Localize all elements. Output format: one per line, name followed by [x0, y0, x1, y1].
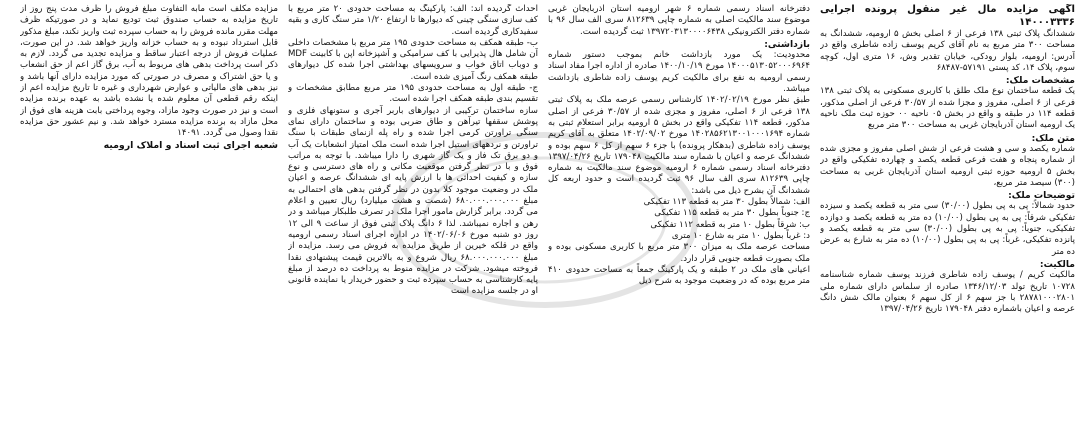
- bound-east: ب: شرقاً بطول ۱۰ متر به قطعه ۱۱۲ تفکیکی: [650, 219, 810, 230]
- spec-text: یک قطعه ساختمان نوع ملک طلق با کاربری مسکونی به پلاک ثبتی ۱۳۸ فرعی از ۶ اصلی، مفروز و مجزا شده از ۳۰/۵۷ فرعی از اصلی مذکور، قطعه ۱۱۴ در طبقه و واقع در بخش ۰۵ ناحیه ۰۰ حوزه ثبت ملک ناحیه یک ارومیه استان آذربایجان غربی به مساحت ۳۰۰ متر مربع: [820, 86, 1075, 131]
- notice-headline: آگهی مزایده مال غیر منقول پرونده اجرایی ۱۴۰۰۰۳۳۳۶: [820, 4, 1075, 28]
- column-4: [20, 4, 278, 426]
- desc-heading: توضیحات ملک:: [1008, 190, 1075, 202]
- seizure-text: محدودیت: یک مورد بازداشت خانم بموجب دستور شماره ۱۴۰۰۰۵۱۳۰۵۲۰۰۰۶۹۶۴ مورخ ۱۴۰۰/۱۰/۱۹ صادره از اداره اجرا مفاد اسناد رسمی ارومیه به نفع برای مالکیت کریم یوسف زاده شاطری بازداشت میباشد.: [548, 50, 810, 95]
- column-1: [820, 4, 1075, 426]
- expert-text: طبق نظر مورخ ۱۴۰۲/۰۲/۱۹ کارشناس رسمی عرصه ملک به پلاک ثبتی ۱۳۸ فرعی از ۶ اصلی، مفروز و مجزی شده از ۳۰/۵۷ فرعی از اصلی مذکور، قطعه ۱۱۴ تفکیکی واقع در بخش ۵ ارومیه برابر استعلام ثبتی به شماره ۱۴۰۲۸۵۶۲۱۳۰۰۱۰۰۰۱۶۹۴ مورخ ۱۴۰۲/۰۹/۰۲ متعلق به آقای کریم یوسف زاده شاطری (بدهکار پرونده) با جزء ۶ سهم از کل ۶ سهم بوده و ششدانگ عرصه و اعیان با شماره سند مالکیت ۱۷۹۰۴۸ تاریخ ۱۳۹۷/۰۴/۲۶ دفترخانه اسناد رسمی شماره ۶ ارومیه موضوع سند مالکیت به شماره چاپی ۸۱۲۶۳۹ سری الف سال ۹۶ ثبت گردیده است و حدود اربعه کل ششدانگ آن بشرح ذیل می باشد:: [548, 95, 810, 196]
- building-text: اعیانی های ملک در ۲ طبقه و یک پارکینگ جمعاً به مساحت حدودی ۴۱۰ متر مربع بوده که در وضعیت موجود به شرح ذیل: [548, 264, 810, 287]
- signature: شعبه اجرای ثبت اسناد و املاک ارومیه: [103, 139, 278, 151]
- first-floor-text: ج- طبقه اول به مساحت حدودی ۱۹۵ متر مربع مطابق مشخصات و تقسیم بندی طبقه همکف اجرا شده است.: [288, 83, 538, 105]
- spec-heading: مشخصات ملک:: [1005, 75, 1075, 87]
- bound-west: د: غرباً بطول ۱۰ متر به شارع ۱۰ متری: [671, 230, 810, 241]
- deed-text: دفترخانه اسناد رسمی شماره ۶ شهر ارومیه استان آذربایجان غربی موضوع سند مالکیت اصلی به شماره چاپی ۸۱۲۶۳۹ سری الف سال ۹۶ با شماره دفتر الکترونیکی ۱۳۹۷۲۰۳۱۳۰۰۰۰۶۴۳۸ ثبت گردیده است.: [548, 4, 810, 37]
- desc-text: حدود شمالاً: پی به پی بطول (۳۰/۰۰) سی متر به قطعه یکصد و سیزده تفکیکی شرقاً: پی به پی بطول (۱۰/۰۰) ده متر به قطعه یکصد و دوازده تفکیکی، جنوباً: پی به پی بطول (۳۰/۰۰) سی متر به قطعه یکصد و پانزده تفکیکی، غرباً: پی به پی بطول (۱۰/۰۰) ده متر به شارع به عرض ده متر: [820, 201, 1075, 257]
- parking-text: احداث گردیده اند: الف: پارکینگ به مساحت حدودی ۲۰ متر مربع با کف سازی سنگی چینی که دیوارها تا ارتفاع ۱/۲۰ متر سنگ کاری و بقیه سفیدکاری گردیده است.: [288, 4, 538, 37]
- seizure-heading: بازداشتی:: [764, 38, 810, 50]
- bound-south: ج: جنوباً بطول ۳۰ متر به قطعه ۱۱۵ تفکیکی: [654, 208, 810, 219]
- extent-heading: متن ملک:: [1031, 132, 1075, 144]
- column-3: [288, 4, 538, 426]
- notice-intro: ششدانگ پلاک ثبتی ۱۳۸ فرعی از ۶ اصلی بخش ۵ ارومیه، ششدانگ به مساحت ۳۰۰ متر مربع به نام آقای کریم یوسف زاده شاطری واقع در آدرس: ارومیه، بلوار رودکی، خیابان تقدیر وش، ۱۶ متری اول، کوچه سوم، پلاک ۱۴، کد پستی ۵۷۱۹۱-۶۸۴۸۷: [820, 29, 1075, 73]
- ground-floor-text: ب- طبقه همکف به مساحت حدودی ۱۹۵ متر مربع با مشخصات داخلی آن شامل هال پذیرایی با کف سرامیکی و آشپزخانه اپن با کابینت MDF و دوباب اتاق خواب و سرویسهای بهداشتی اجرا شده کل دیوارهای طبقه همکف رنگ آمیزی شده است.: [288, 37, 538, 82]
- structure-text: سازه ساختمان ترکیبی از دیوارهای باربر آجری و ستونهای فلزی و پوشش سقفها تیرآهن و طاق ضربی بوده و ساختمان دارای نمای سنگی تراورتن کرمی اجرا شده و راه پله ازنمای طبقات با سنگ تراورتن و نردههای استیل اجرا شده است ملک امتیاز انشعابات یک آب و دو برق تک فاز و یک گاز شهری را دارا میباشد. با توجه به مراتب فوق و با در نظر گرفتن موقعیت مکانی و راه های دسترسی و نوع سازه و کیفیت احداثی ها با ارزش پایه ای ششدانگ عرصه و اعیان ملک در وضعیت موجود کلا بدون در نظر گرفتن بدهی های احتمالی به مبلغ ۶۸۰.۰۰۰.۰۰۰.۰۰۰ (شصت و هشت میلیارد) ریال تعیین و اعلام می گردد. برابر گزارش مامور اجرا ملک در تصرف طلبکار میباشد و در رهن و اجاره نمیباشد. لذا ۶ دانگ پلاک ثبتی فوق از ساعت ۹ الی ۱۲ روز دو شنبه مورخ ۱۴۰۲/۰۶/۰۶ در اداره اجرای اسناد رسمی ارومیه واقع در قلکه خیرین از طریق مزایده به فروش می رسد. مزایده از مبلغ ۶۸.۰۰۰.۰۰۰.۰۰۰ ریال شروع و به بالاترین قیمت پیشنهادی نقدا فروخته میشود. شرکت در مزایده منوط به پرداخت ده درصد از مبلغ پایه کارشناسی به حساب سپرده ثبت و حضور خریدار یا نماینده قانونی او در جلسه مزایده است: [288, 105, 538, 297]
- column-2: [548, 4, 810, 426]
- area-text: مساحت عرصه ملک به میزان ۳۰۰ متر مربع با کاربری مسکونی بوده و ملک بصورت قطعه جنوبی قرار دارد.: [548, 242, 810, 264]
- owner-heading: مالکیت:: [1039, 258, 1075, 270]
- owner-text: مالکیت کریم / یوسف زاده شاطری فرزند یوسف شماره شناسنامه ۱۰۷۲۸ تاریخ تولد ۱۳۴۶/۱۲/۰۳ صادره از سلماس دارای شماره ملی ۲۸۷۸۱۰۰۰۲۸۰۱ با جز سهم ۶ از کل سهم ۶ بعنوان مالک شش دانگ عرصه و اعیان باشماره دفتر ۱۷۹۰۴۸ تاریخ ۱۳۹۷/۰۴/۲۶: [820, 270, 1075, 315]
- bound-north: الف: شمالاً بطول ۳۰ متر به قطعه ۱۱۳ تفکیکی: [643, 197, 810, 208]
- extent-text: شماره یکصد و سی و هشت فرعی از شش اصلی مفروز و مجزی شده از شماره پنجاه و هفت فرعی قطعه یکصد و چهارده تفکیکی واقع در بخش ۵ ارومیه حوزه ثبتی ارومیه استان آذربایجان غربی به مساحت (۳۰۰) سیصد متر مربع،: [820, 143, 1075, 188]
- terms-text: مزایده مکلف است مابه التفاوت مبلغ فروش را ظرف مدت پنج روز از تاریخ مزایده به حساب صندوق ثبت تودیع نماید و در صورتیکه ظرف مهلت مقرر مانده فروش را به حساب سپرده ثبت واریز نکند، مبلغ مذکور قابل استرداد نبوده و به حساب خزانه واریز خواهد شد. در این صورت، عملیات فروش از درجه اعتبار ساقط و مزایده تجدید می گردد. لازم به ذکر است پرداخت بدهی های مربوط به آب، برق گاز اعم از حق انشعاب و یا حق اشتراک و مصرف در صورتی که مورد مزایده دارای آنها باشد و نیز بدهی های مالیاتی و عوارض شهرداری و غیره تا تاریخ مزایده اعم از اینکه رقم قطعی آن معلوم شده یا نشده باشد به عهده برنده مزایده است و نیز در صورت وجود مازاد، وجوه پرداختی بابت هزینه های فوق از محل مازاد به برنده مزایده مسترد خواهد شد. و نیم عشور حق مزایده نقدا وصول می گردد. ۱۴۰۹۱: [20, 4, 278, 139]
